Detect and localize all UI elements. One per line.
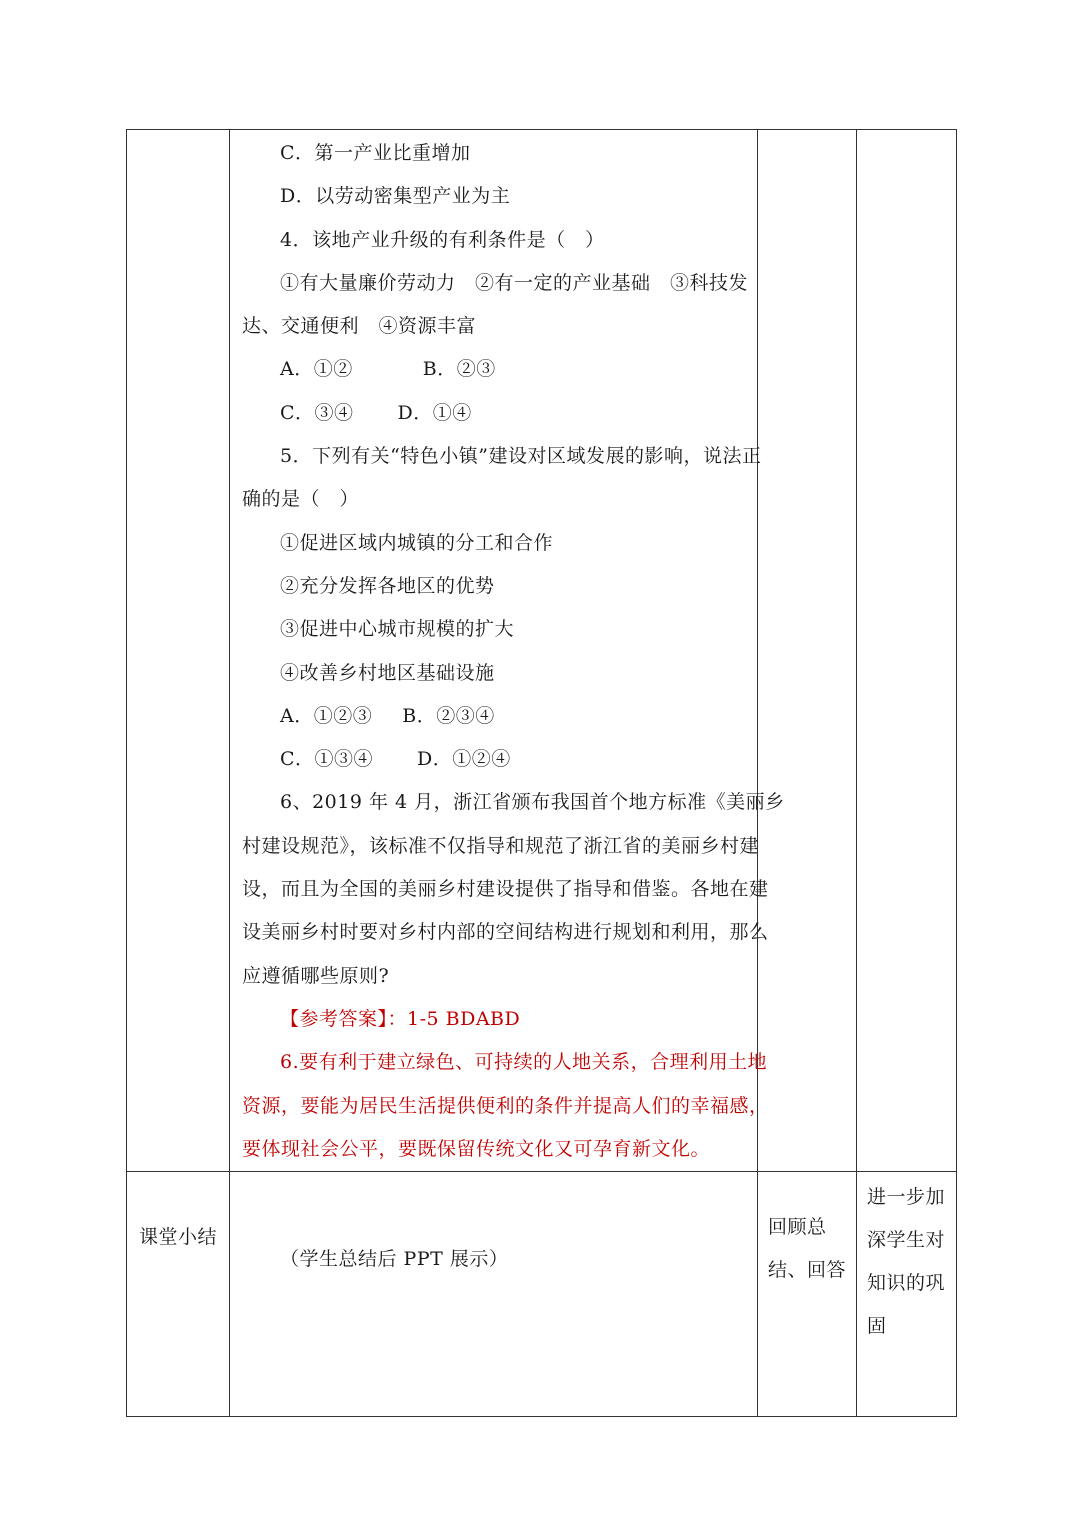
q5-option-b: B．②③④	[402, 704, 495, 727]
q4-option-d: D．①④	[397, 401, 472, 424]
q5-statement-2: ②充分发挥各地区的优势	[280, 574, 495, 597]
question-4: 4．该地产业升级的有利条件是（ ）	[280, 228, 605, 251]
stage-label-cell	[127, 130, 230, 1172]
summary-activity-line-1: 回顾总	[768, 1216, 827, 1239]
answer-6-line-2: 资源，要能为居民生活提供便利的条件并提高人们的幸福感，	[242, 1094, 769, 1117]
summary-activity-line-2: 结、回答	[768, 1259, 847, 1282]
question-5-options-ab	[242, 695, 747, 738]
q4-option-c: C．③④	[280, 401, 354, 424]
q5-statement-4: ④改善乡村地区基础设施	[280, 661, 495, 684]
q4-option-a: A．①②	[280, 358, 353, 381]
question-4-conditions-line-1: ①有大量廉价劳动力 ②有一定的产业基础 ③科技发	[280, 271, 749, 294]
summary-goal-line-1: 进一步加	[867, 1186, 946, 1209]
question-6-line-2: 村建设规范》，该标准不仅指导和规范了浙江省的美丽乡村建	[242, 834, 760, 857]
summary-goal-line-2: 深学生对	[867, 1229, 946, 1252]
option-d-line: D．以劳动密集型产业为主	[280, 185, 511, 208]
question-6-line-1: 6、2019 年 4 月，浙江省颁布我国首个地方标准《美丽乡	[280, 791, 785, 814]
question-4-options-cd	[242, 392, 747, 435]
summary-content: （学生总结后 PPT 展示）	[230, 1172, 758, 1417]
q4-option-b: B．②③	[422, 358, 496, 381]
summary-goal	[857, 1172, 957, 1417]
summary-goal-line-4: 固	[867, 1315, 887, 1338]
student-activity-cell	[758, 130, 857, 1172]
question-5-line-2: 确的是（ ）	[242, 488, 360, 511]
design-intent-cell	[857, 130, 957, 1172]
question-6-line-5: 应遵循哪些原则?	[242, 964, 390, 987]
lesson-plan-table	[126, 129, 957, 1417]
exercise-row	[127, 130, 957, 1172]
option-c-line: C．第一产业比重增加	[280, 142, 471, 164]
answer-6-line-3: 要体现社会公平，要既保留传统文化又可孕育新文化。	[242, 1137, 711, 1160]
q5-option-a: A．①②③	[280, 704, 373, 727]
question-4-options-ab	[242, 348, 747, 391]
q5-statement-3: ③促进中心城市规模的扩大	[280, 618, 515, 641]
q5-statement-1: ①促进区域内城镇的分工和合作	[280, 531, 554, 554]
summary-label: 课堂小结	[127, 1172, 230, 1417]
summary-goal-line-3: 知识的巩	[867, 1272, 946, 1295]
question-6-line-3: 设，而且为全国的美丽乡村建设提供了指导和借鉴。各地在建	[242, 878, 769, 901]
summary-row	[127, 1172, 957, 1417]
summary-activity	[758, 1172, 857, 1417]
q5-option-d: D．①②④	[417, 748, 511, 771]
question-4-conditions-line-2: 达、交通便利 ④资源丰富	[242, 315, 477, 338]
question-5-options-cd	[242, 738, 747, 781]
answer-6-line-1: 6.要有利于建立绿色、可持续的人地关系，合理利用土地	[280, 1051, 768, 1074]
q5-option-c: C．①③④	[280, 748, 374, 771]
exercise-content-cell	[230, 130, 785, 1172]
question-5-line-1: 5．下列有关“特色小镇”建设对区域发展的影响，说法正	[280, 445, 762, 468]
reference-answer-label: 【参考答案】：1-5 BDABD	[280, 1007, 521, 1030]
question-6-line-4: 设美丽乡村时要对乡村内部的空间结构进行规划和利用，那么	[242, 921, 769, 944]
